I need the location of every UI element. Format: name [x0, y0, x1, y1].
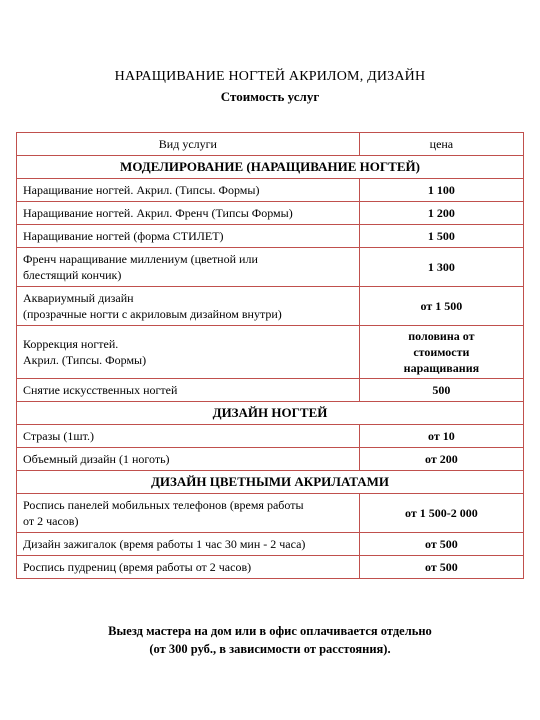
column-header-price: цена [359, 133, 523, 156]
table-row [17, 425, 524, 448]
service-price: 1 200 [359, 202, 523, 225]
service-name: Объемный дизайн (1 ноготь) [17, 448, 360, 471]
service-price: от 200 [359, 448, 523, 471]
section-header-color-acrylics [17, 471, 524, 494]
service-price: от 500 [359, 556, 523, 579]
section-header-modeling [17, 156, 524, 179]
service-price: 500 [359, 379, 523, 402]
table-row [17, 533, 524, 556]
section-title: МОДЕЛИРОВАНИЕ (НАРАЩИВАНИЕ НОГТЕЙ) [17, 156, 524, 179]
table-row [17, 287, 524, 326]
page-title: НАРАЩИВАНИЕ НОГТЕЙ АКРИЛОМ, ДИЗАЙН [114, 69, 426, 84]
service-name: Роспись панелей мобильных телефонов (время работы от 2 часов) [17, 494, 360, 533]
table-row [17, 225, 524, 248]
table-row [17, 248, 524, 287]
service-name: Коррекция ногтей. Акрил. (Типсы. Формы) [17, 326, 360, 379]
column-header-service: Вид услуги [17, 133, 360, 156]
service-price: 1 500 [359, 225, 523, 248]
price-table [16, 132, 524, 579]
service-price: от 500 [359, 533, 523, 556]
table-header-row [17, 133, 524, 156]
footer-line-1: Выезд мастера на дом или в офис оплачивается отдельно [108, 624, 432, 638]
service-name: Наращивание ногтей. Акрил. Френч (Типсы Формы) [17, 202, 360, 225]
service-price: 1 300 [359, 248, 523, 287]
service-price: половина от стоимости наращивания [359, 326, 523, 379]
service-price: от 10 [359, 425, 523, 448]
table-row [17, 326, 524, 379]
table-row [17, 448, 524, 471]
table-row [17, 379, 524, 402]
service-price: 1 100 [359, 179, 523, 202]
table-row [17, 494, 524, 533]
section-title: ДИЗАЙН НОГТЕЙ [17, 402, 524, 425]
service-name: Стразы (1шт.) [17, 425, 360, 448]
service-price: от 1 500-2 000 [359, 494, 523, 533]
service-name: Наращивание ногтей. Акрил. (Типсы. Формы) [17, 179, 360, 202]
service-name: Снятие искусственных ногтей [17, 379, 360, 402]
footer-line-2: (от 300 руб., в зависимости от расстояния). [149, 642, 391, 656]
table-row [17, 556, 524, 579]
service-name: Френч наращивание миллениум (цветной или блестящий кончик) [17, 248, 360, 287]
service-name: Роспись пудрениц (время работы от 2 часов) [17, 556, 360, 579]
service-name: Наращивание ногтей (форма СТИЛЕТ) [17, 225, 360, 248]
table-row [17, 202, 524, 225]
table-row [17, 179, 524, 202]
service-name: Дизайн зажигалок (время работы 1 час 30 мин - 2 часа) [17, 533, 360, 556]
service-price: от 1 500 [359, 287, 523, 326]
section-header-nail-design [17, 402, 524, 425]
service-name: Аквариумный дизайн (прозрачные ногти с акриловым дизайном внутри) [17, 287, 360, 326]
page-subtitle: Стоимость услуг [220, 89, 320, 104]
section-title: ДИЗАЙН ЦВЕТНЫМИ АКРИЛАТАМИ [17, 471, 524, 494]
footer-note [0, 622, 540, 658]
